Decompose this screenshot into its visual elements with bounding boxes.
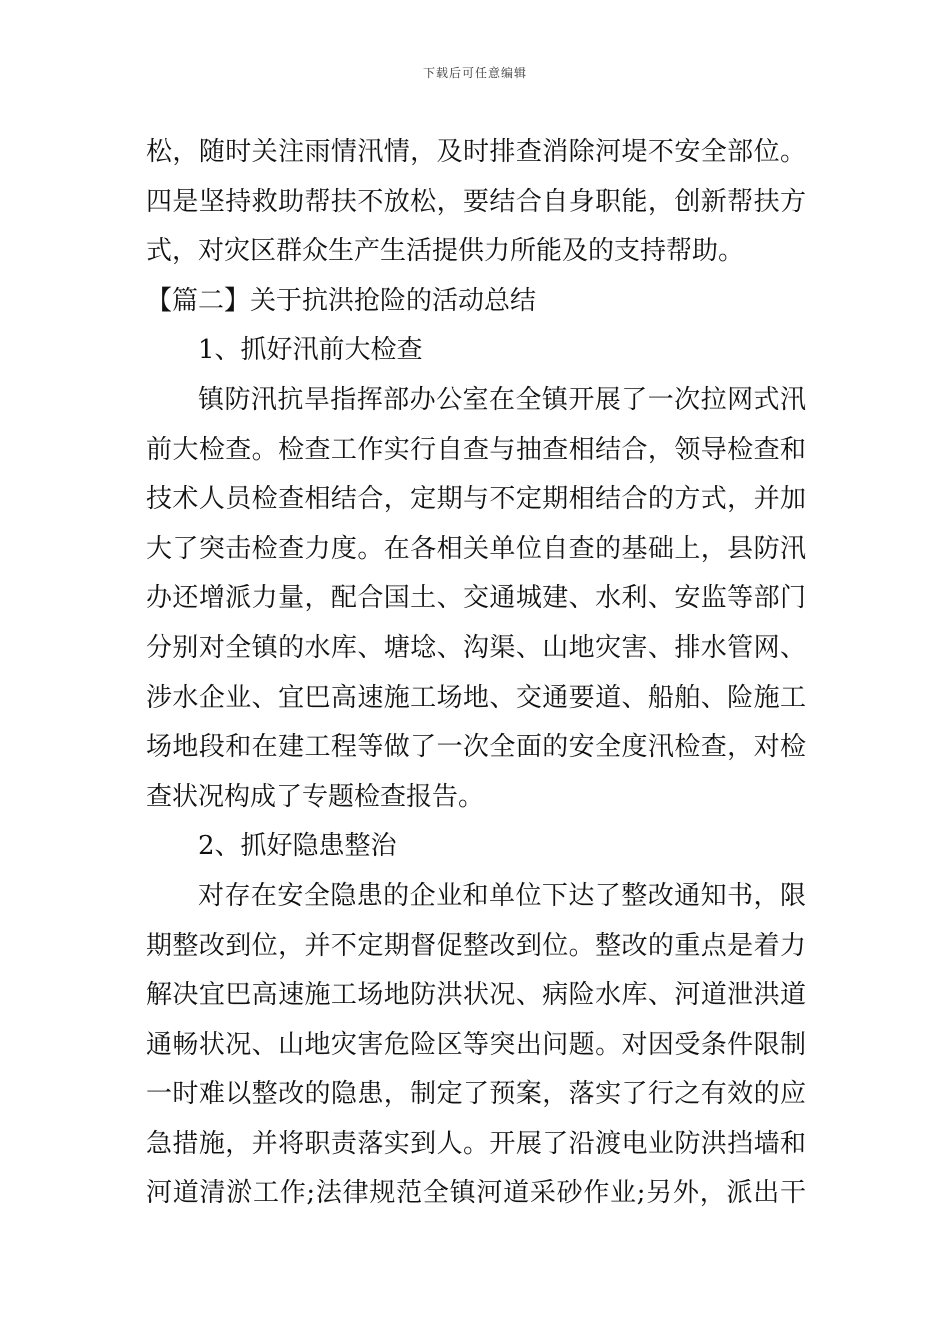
text-line: 急措施，并将职责落实到人。开展了沿渡电业防洪挡墙和 xyxy=(146,1128,806,1159)
text-line: 解决宜巴高速施工场地防洪状况、病险水库、河道泄洪道 xyxy=(146,980,806,1011)
text-line: 办还增派力量，配合国土、交通城建、水利、安监等部门 xyxy=(146,583,806,614)
text-line: 期整改到位，并不定期督促整改到位。整改的重点是着力 xyxy=(146,930,806,961)
document-body xyxy=(146,128,806,1219)
text-line: 查状况构成了专题检查报告。 xyxy=(146,781,485,812)
text-line: 河道清淤工作;法律规范全镇河道采砂作业;另外，派出干 xyxy=(146,1178,806,1209)
text-line: 松，随时关注雨情汛情，及时排查消除河堤不安全部位。 xyxy=(146,137,806,167)
text-line: 分别对全镇的水库、塘埝、沟渠、山地灾害、排水管网、 xyxy=(146,632,806,663)
text-line: 场地段和在建工程等做了一次全面的安全度汛检查，对检 xyxy=(146,732,806,763)
text-line: 通畅状况、山地灾害危险区等突出问题。对因受条件限制 xyxy=(146,1029,806,1060)
text-line: 大了突击检查力度。在各相关单位自查的基础上，县防汛 xyxy=(146,533,806,564)
text-line: 一时难以整改的隐患，制定了预案，落实了行之有效的应 xyxy=(146,1079,806,1110)
text-line: 四是坚持救助帮扶不放松，要结合自身职能，创新帮扶方 xyxy=(146,186,806,217)
text-line: 涉水企业、宜巴高速施工场地、交通要道、船舶、险施工 xyxy=(146,682,806,713)
section-heading: 【篇二】关于抗洪抢险的活动总结 xyxy=(146,285,537,316)
text-line: 技术人员检查相结合，定期与不定期相结合的方式，并加 xyxy=(146,484,806,515)
text-line: 镇防汛抗旱指挥部办公室在全镇开展了一次拉网式汛 xyxy=(198,384,806,415)
text-line: 对存在安全隐患的企业和单位下达了整改通知书，限 xyxy=(198,880,806,911)
header-note: 下载后可任意编辑 xyxy=(422,66,527,80)
subsection-heading: 1、抓好汛前大检查 xyxy=(198,335,423,366)
subsection-heading: 2、抓好隐患整治 xyxy=(198,831,397,862)
text-line: 前大检查。检查工作实行自查与抽查相结合，领导检查和 xyxy=(146,434,806,465)
text-line: 式，对灾区群众生产生活提供力所能及的支持帮助。 xyxy=(146,236,745,267)
